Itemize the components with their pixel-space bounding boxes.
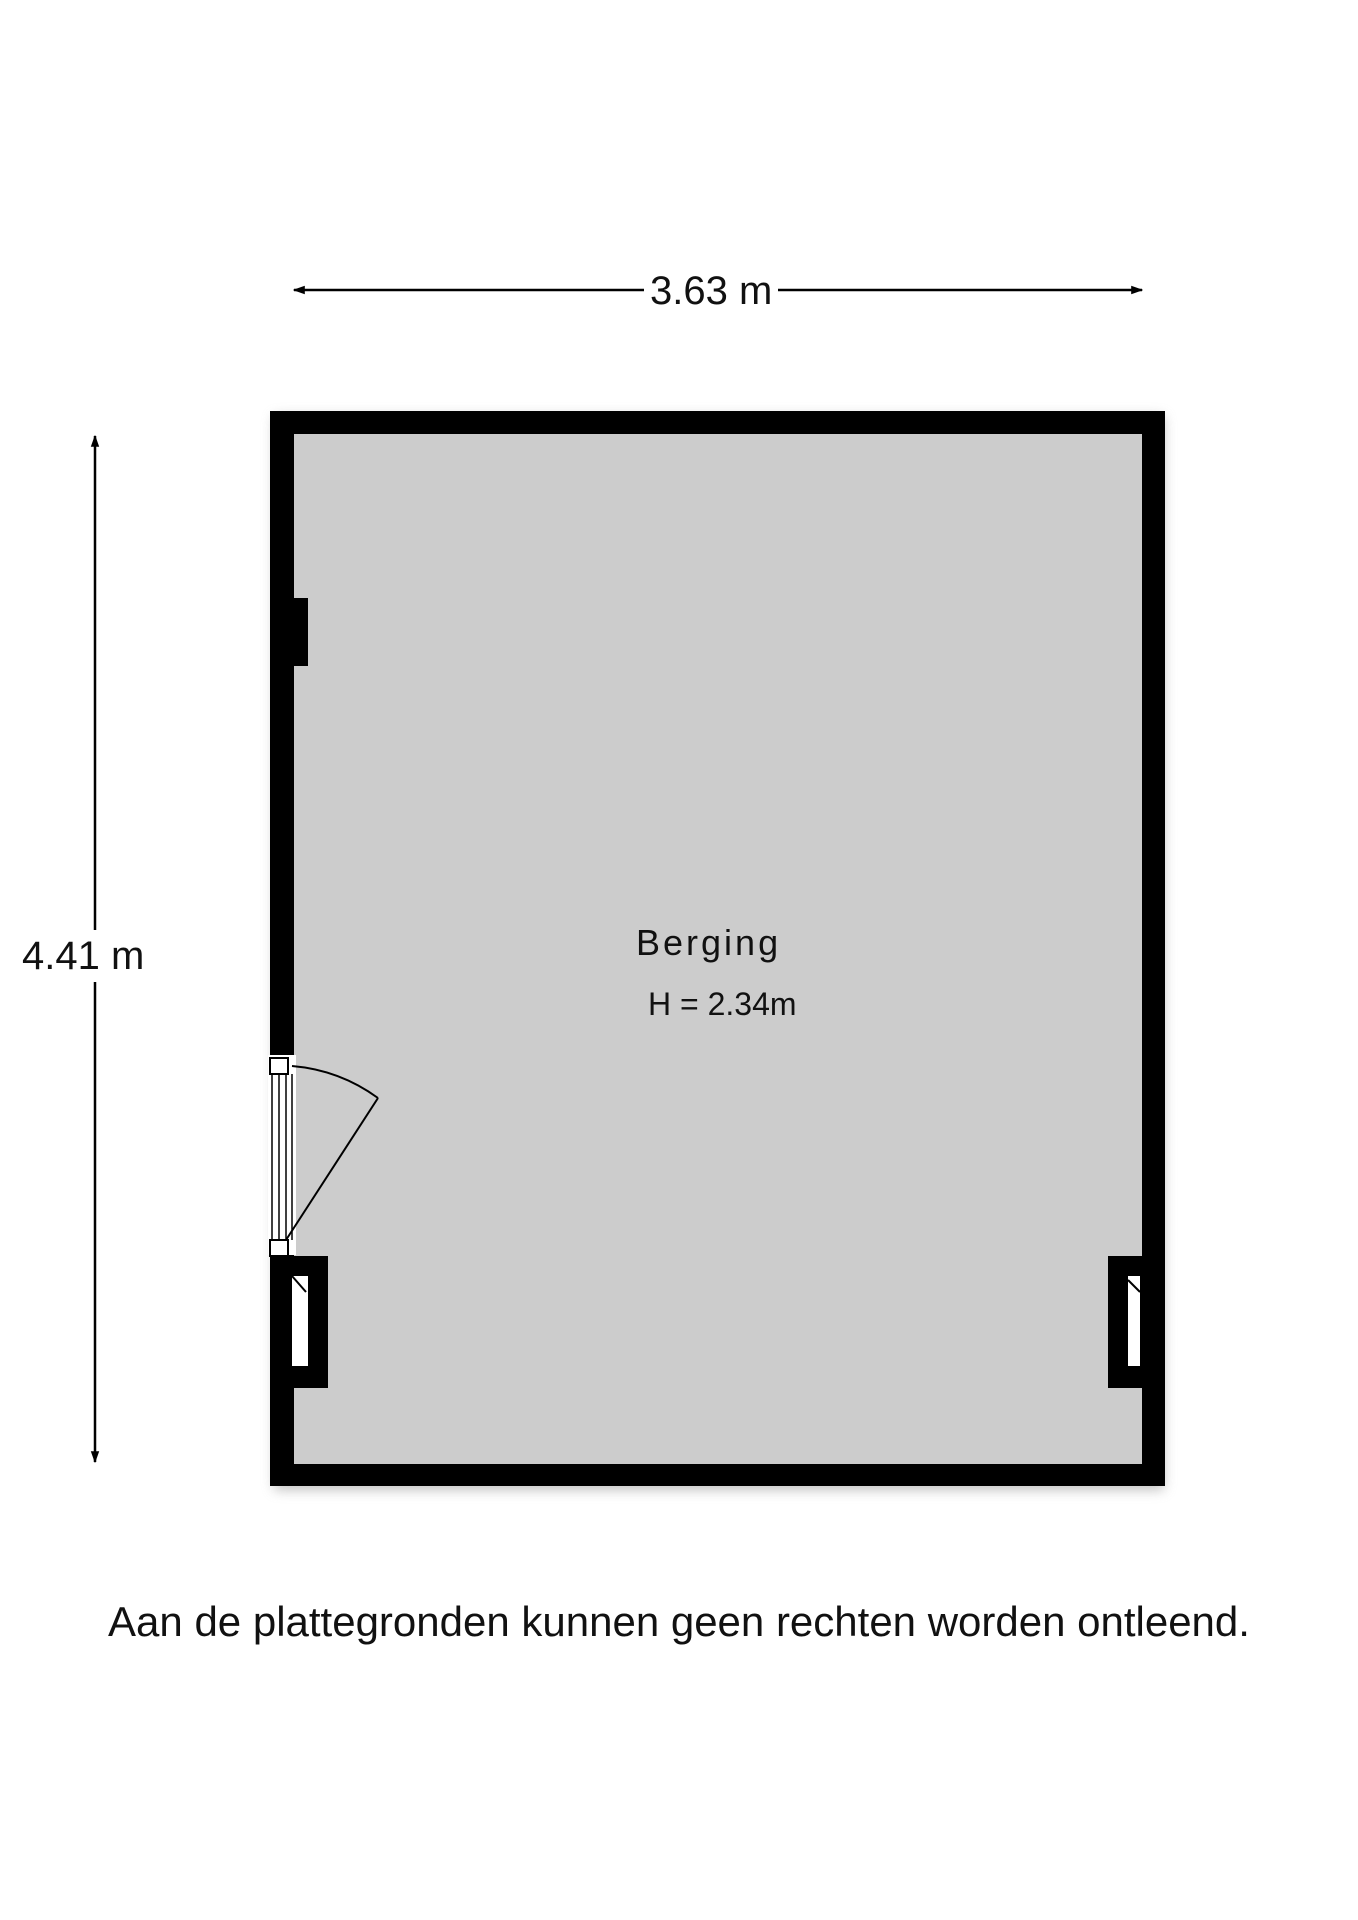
- room-name-label: Berging: [636, 922, 782, 963]
- room-height-label: H = 2.34m: [648, 986, 797, 1022]
- height-dimension-label: 4.41 m: [22, 930, 144, 982]
- wall-pilaster: [292, 598, 308, 666]
- disclaimer-text: Aan de plattegronden kunnen geen rechten worden ontleend.: [108, 1598, 1250, 1645]
- width-dimension-label: 3.63 m: [644, 271, 778, 311]
